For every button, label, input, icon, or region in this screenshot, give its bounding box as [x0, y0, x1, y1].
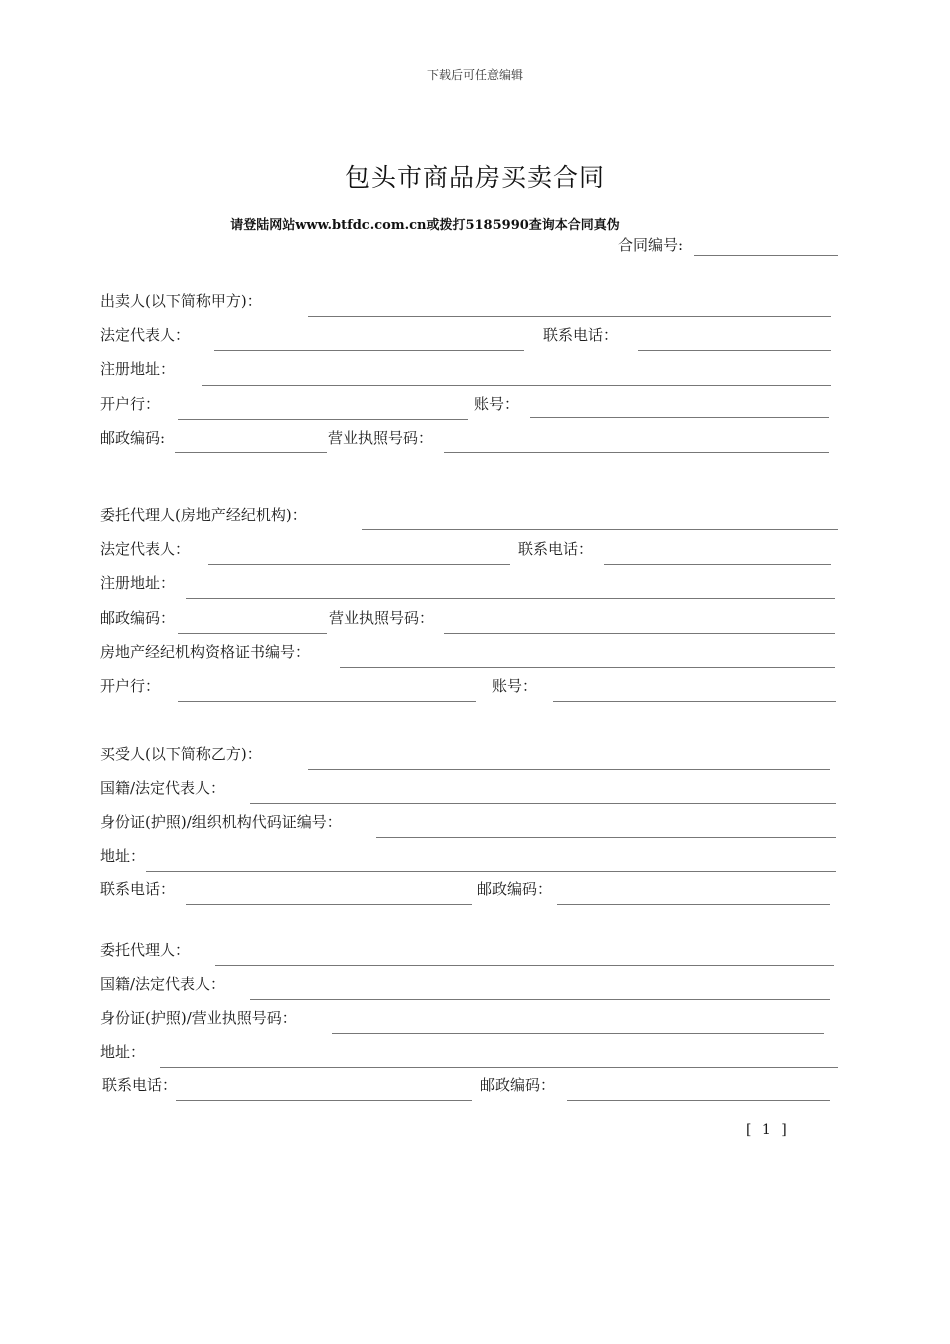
- seller-address-label: 注册地址：: [100, 360, 176, 378]
- verify-note: 请登陆网站www.btfdc.com.cn或拨打5185990查询本合同真伪: [230, 218, 620, 233]
- buyer-agent-nationality-blank[interactable]: [250, 999, 830, 1000]
- buyer-id-blank[interactable]: [376, 837, 836, 838]
- agent-license-label: 营业执照号码：: [329, 609, 435, 627]
- buyer-agent-nationality-row: [100, 971, 840, 997]
- buyer-agent-address-row: [100, 1039, 840, 1065]
- buyer-party-label: 买受人(以下简称乙方)：: [100, 745, 262, 763]
- agent-bank-blank[interactable]: [178, 701, 476, 702]
- seller-postcode-row: [100, 425, 840, 451]
- agent-address-row: [100, 570, 840, 596]
- seller-account-label: 账号：: [474, 395, 520, 413]
- buyer-phone-blank[interactable]: [186, 904, 472, 905]
- buyer-address-label: 地址：: [100, 847, 146, 865]
- page-title: 包头市商品房买卖合同: [344, 163, 605, 192]
- buyer-agent-phone-blank[interactable]: [176, 1100, 472, 1101]
- buyer-party-row: [100, 741, 840, 767]
- buyer-agent-address-blank[interactable]: [160, 1067, 838, 1068]
- seller-postcode-blank[interactable]: [175, 452, 327, 453]
- agent-legal-rep-label: 法定代表人：: [100, 540, 191, 558]
- agent-license-blank[interactable]: [444, 633, 835, 634]
- buyer-agent-party-label: 委托代理人：: [100, 941, 191, 959]
- buyer-id-label: 身份证(护照)/组织机构代码证编号：: [100, 813, 342, 831]
- contract-number-field: [618, 232, 838, 256]
- seller-legal-rep-blank[interactable]: [214, 350, 524, 351]
- seller-bank-row: [100, 391, 840, 417]
- buyer-address-row: [100, 843, 840, 869]
- agent-address-blank[interactable]: [186, 598, 835, 599]
- buyer-agent-nationality-label: 国籍/法定代表人：: [100, 975, 226, 993]
- agent-bank-row: [100, 673, 840, 699]
- seller-phone-blank[interactable]: [638, 350, 831, 351]
- agent-cert-blank[interactable]: [340, 667, 835, 668]
- buyer-agent-phone-label: 联系电话：: [102, 1076, 178, 1094]
- agent-party-blank[interactable]: [362, 529, 838, 530]
- buyer-agent-postcode-label: 邮政编码：: [480, 1076, 556, 1094]
- seller-bank-blank[interactable]: [178, 419, 468, 420]
- contract-number-blank[interactable]: [694, 255, 838, 256]
- seller-address-blank[interactable]: [202, 385, 831, 386]
- buyer-party-blank[interactable]: [308, 769, 830, 770]
- buyer-nationality-blank[interactable]: [250, 803, 836, 804]
- seller-party-label: 出卖人(以下简称甲方)：: [100, 292, 262, 310]
- agent-postcode-label: 邮政编码：: [100, 609, 176, 627]
- buyer-address-blank[interactable]: [146, 871, 836, 872]
- buyer-postcode-blank[interactable]: [557, 904, 830, 905]
- buyer-postcode-label: 邮政编码：: [477, 880, 553, 898]
- agent-postcode-blank[interactable]: [178, 633, 327, 634]
- buyer-nationality-label: 国籍/法定代表人：: [100, 779, 226, 797]
- seller-legal-rep-row: [100, 322, 840, 348]
- buyer-phone-label: 联系电话：: [100, 880, 176, 898]
- buyer-agent-address-label: 地址：: [100, 1043, 146, 1061]
- contract-number-label: 合同编号:: [618, 236, 684, 254]
- buyer-agent-id-blank[interactable]: [332, 1033, 824, 1034]
- page-number: [ 1 ]: [746, 1122, 790, 1138]
- agent-cert-label: 房地产经纪机构资格证书编号：: [100, 643, 311, 661]
- seller-license-blank[interactable]: [444, 452, 829, 453]
- agent-party-row: [100, 502, 840, 528]
- seller-license-label: 营业执照号码：: [328, 429, 434, 447]
- buyer-agent-party-row: [100, 937, 840, 963]
- agent-cert-row: [100, 639, 840, 665]
- seller-bank-label: 开户行：: [100, 395, 161, 413]
- buyer-phone-row: [100, 876, 840, 902]
- seller-account-blank[interactable]: [530, 417, 829, 418]
- buyer-id-row: [100, 809, 840, 835]
- agent-account-label: 账号：: [492, 677, 538, 695]
- agent-legal-rep-blank[interactable]: [208, 564, 510, 565]
- seller-postcode-label: 邮政编码:: [100, 429, 166, 447]
- buyer-agent-party-blank[interactable]: [215, 965, 834, 966]
- seller-address-row: [100, 356, 840, 382]
- seller-legal-rep-label: 法定代表人：: [100, 326, 191, 344]
- seller-party-blank[interactable]: [308, 316, 831, 317]
- buyer-nationality-row: [100, 775, 840, 801]
- buyer-agent-id-row: [100, 1005, 840, 1031]
- agent-account-blank[interactable]: [553, 701, 836, 702]
- header-note: 下载后可任意编辑: [426, 68, 523, 82]
- buyer-agent-phone-row: [100, 1072, 840, 1098]
- seller-party-row: [100, 288, 840, 314]
- buyer-agent-postcode-blank[interactable]: [567, 1100, 830, 1101]
- agent-legal-rep-row: [100, 536, 840, 562]
- agent-address-label: 注册地址：: [100, 574, 176, 592]
- agent-bank-label: 开户行：: [100, 677, 161, 695]
- agent-party-label: 委托代理人(房地产经纪机构)：: [100, 506, 307, 524]
- agent-postcode-row: [100, 605, 840, 631]
- seller-phone-label: 联系电话：: [543, 326, 619, 344]
- buyer-agent-id-label: 身份证(护照)/营业执照号码：: [100, 1009, 297, 1027]
- agent-phone-label: 联系电话：: [518, 540, 594, 558]
- agent-phone-blank[interactable]: [604, 564, 831, 565]
